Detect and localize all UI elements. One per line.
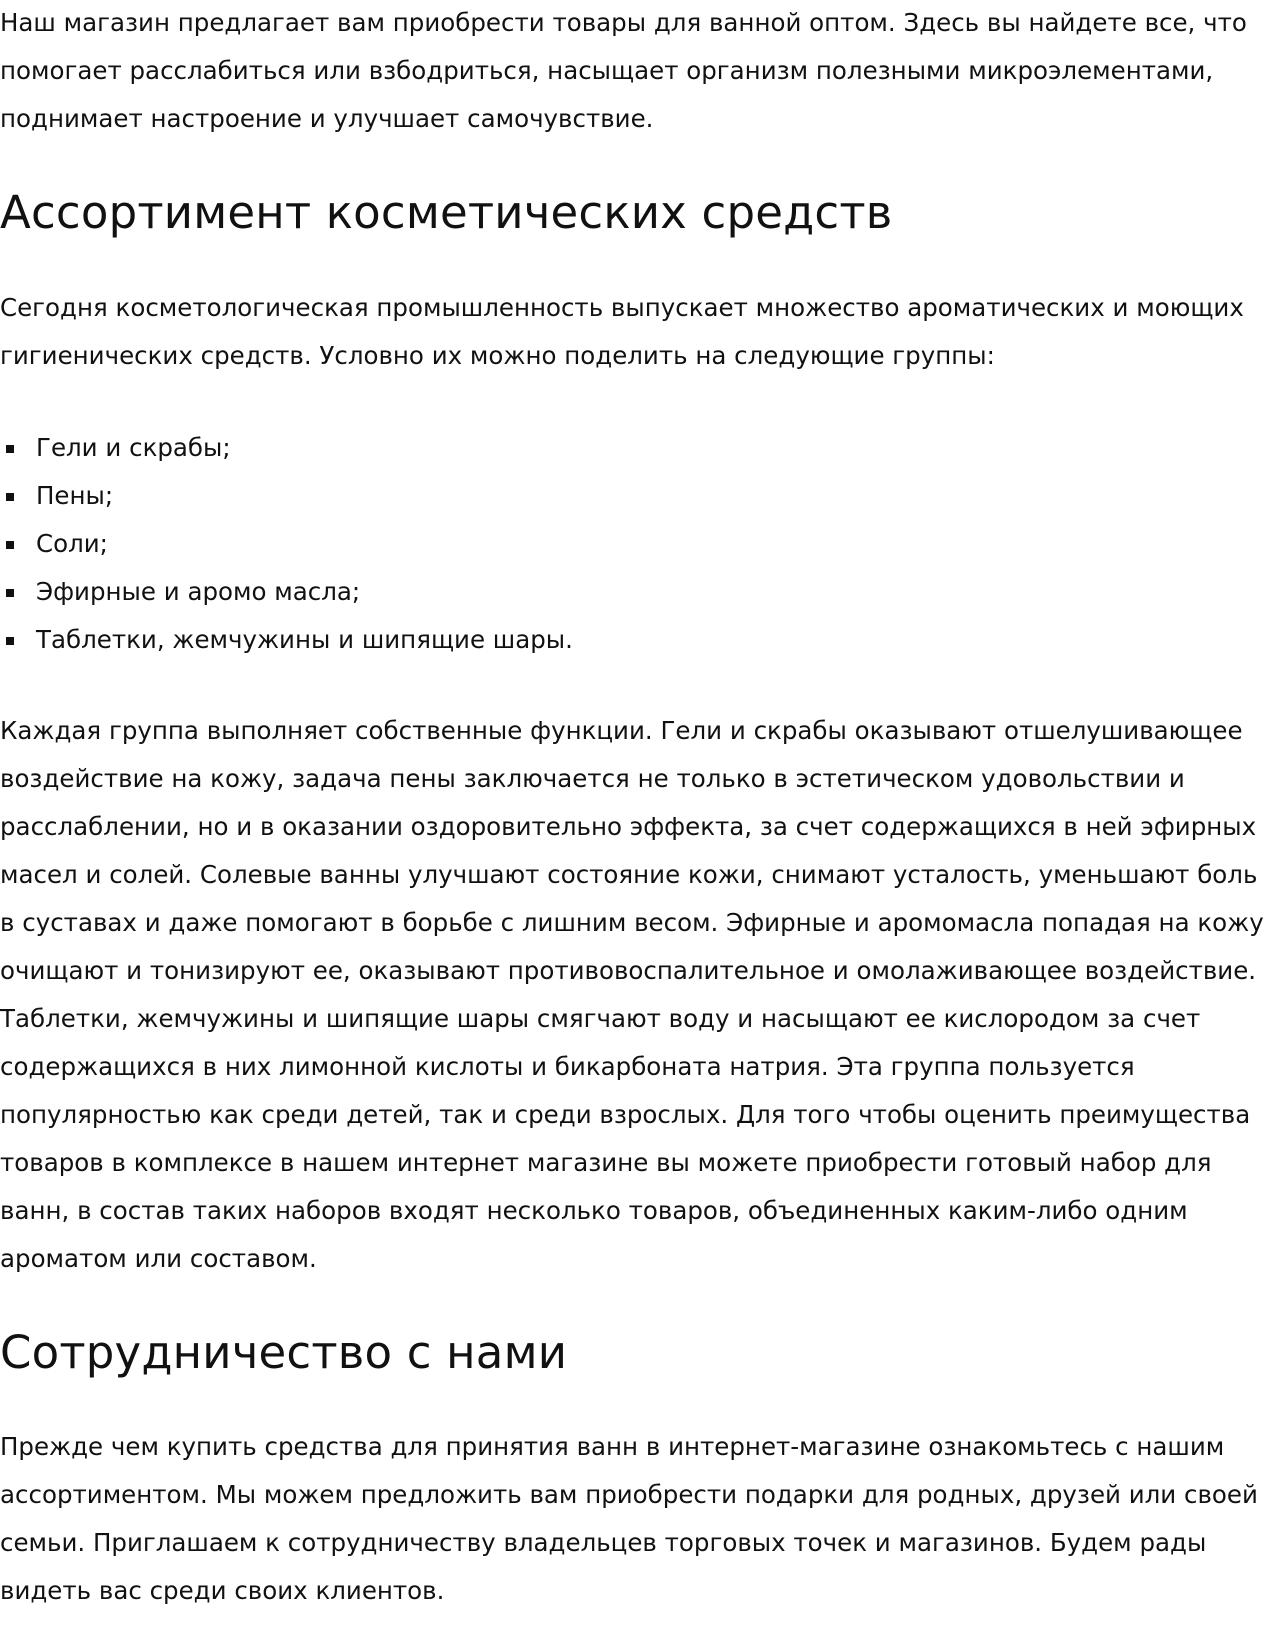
list-item-label: Гели и скрабы;	[36, 433, 231, 462]
groups-description-paragraph: Каждая группа выполняет собственные функции. Гели и скрабы оказывают отшелушивающее воздействие на кожу, задача пены заключается не только в эстетическом удовольствии и расслаблении, но и в оказании оздоровительно эффекта, за счет содержащихся в ней эфирных масел и солей. Солевые ванны улучшают состояние кожи, снимают усталость, уменьшают боль в суставах и даже помогают в борьбе с лишним весом. Эфирные и аромомасла попадая на кожу очищают и тонизируют ее, оказывают противовоспалительное и омолаживающее воздействие. Таблетки, жемчужины и шипящие шары смягчают воду и насыщают ее кислородом за счет содержащихся в них лимонной кислоты и бикарбоната натрия. Эта группа пользуется популярностью как среди детей, так и среди взрослых. Для того чтобы оценить преимущества товаров в комплексе в нашем интернет магазине вы можете приобрести готовый набор для ванн, в состав таких наборов входят несколько товаров, объединенных каким-либо одним ароматом или составом.	[0, 716, 1264, 1273]
cooperation-paragraph: Прежде чем купить средства для принятия ванн в интернет-магазине ознакомьтесь с нашим ассортиментом. Мы можем предложить вам приобрести подарки для родных, друзей или своей семьи. Приглашаем к сотрудничеству владельцев торговых точек и магазинов. Будем рады видеть вас среди своих клиентов.	[0, 1432, 1258, 1605]
list-item	[0, 472, 1270, 520]
assortment-paragraph: Сегодня косметологическая промышленность выпускает множество ароматических и моющих гигиенических средств. Условно их можно поделить на следующие группы:	[0, 293, 1244, 370]
list-item	[0, 424, 1270, 472]
list-item	[0, 568, 1270, 616]
assortment-heading: Ассортимент косметических средств	[0, 186, 893, 239]
list-item	[0, 520, 1270, 568]
list-item-label: Таблетки, жемчужины и шипящие шары.	[36, 625, 573, 654]
square-bullet-icon	[6, 493, 14, 501]
list-item	[0, 616, 1270, 664]
square-bullet-icon	[6, 589, 14, 597]
product-groups-list	[0, 424, 1270, 664]
intro-paragraph: Наш магазин предлагает вам приобрести товары для ванной оптом. Здесь вы найдете все, что помогает расслабиться или взбодриться, насыщает организм полезными микроэлементами, поднимает настроение и улучшает самочувствие.	[0, 8, 1247, 133]
list-item-label: Пены;	[36, 481, 114, 510]
cooperation-heading: Сотрудничество с нами	[0, 1326, 568, 1379]
list-item-label: Соли;	[36, 529, 108, 558]
square-bullet-icon	[6, 541, 14, 549]
square-bullet-icon	[6, 637, 14, 645]
list-item-label: Эфирные и аромо масла;	[36, 577, 361, 606]
square-bullet-icon	[6, 445, 14, 453]
